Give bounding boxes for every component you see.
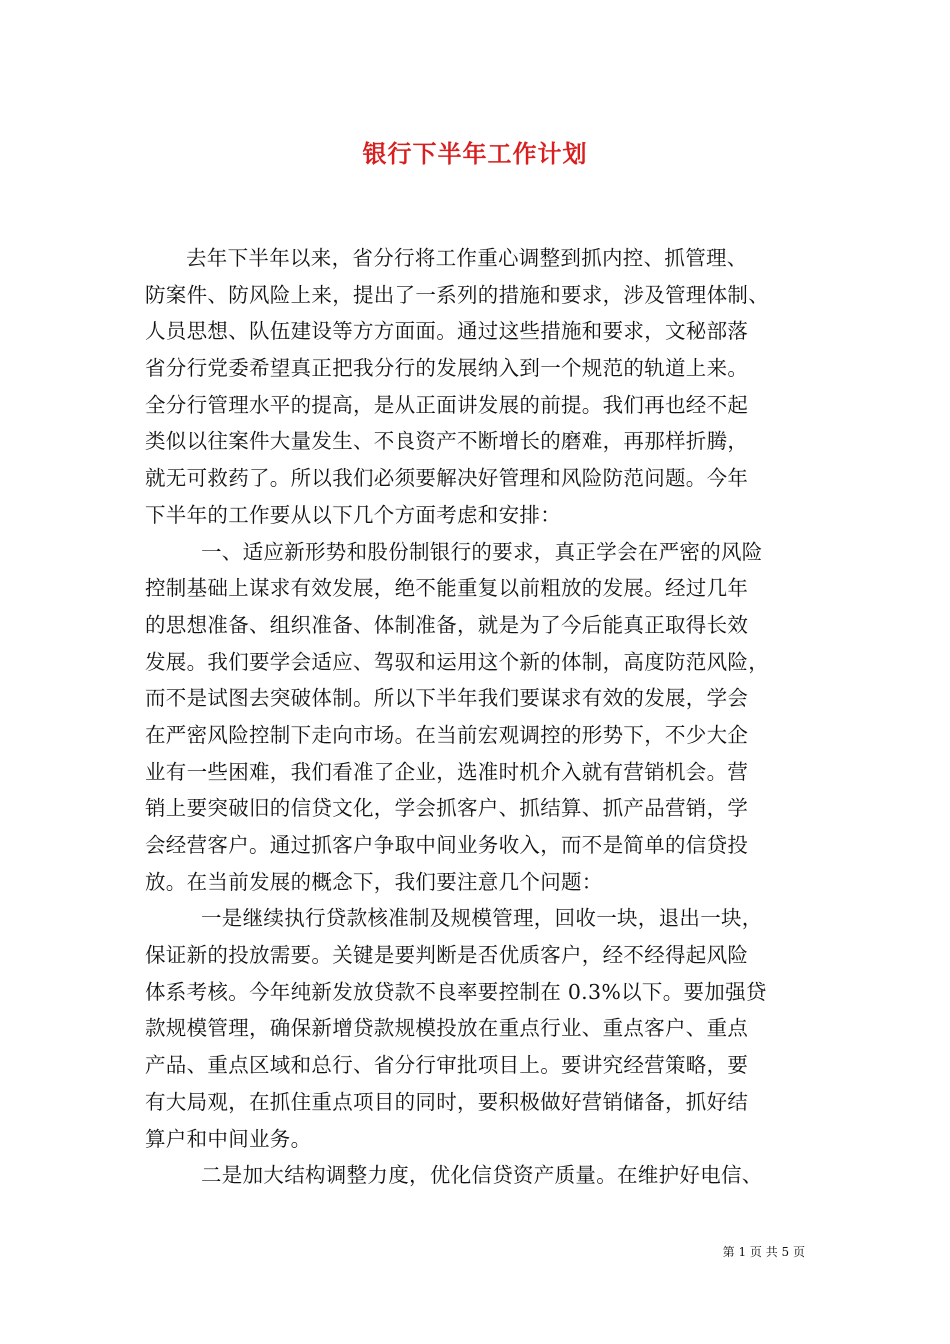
body-line: 算户和中间业务。 (145, 1126, 312, 1151)
body-line: 类似以往案件大量发生、不良资产不断增长的磨难，再那样折腾， (145, 429, 749, 454)
body-line: 产品、重点区域和总行、省分行审批项目上。要讲究经营策略，要 (145, 1053, 749, 1078)
body-line: 二是加大结构调整力度，优化信贷资产质量。在维护好电信、 (201, 1163, 763, 1188)
body-line: 省分行党委希望真正把我分行的发展纳入到一个规范的轨道上来。 (145, 356, 749, 381)
page-number-footer: 第 1 页 共 5 页 (722, 1245, 805, 1259)
document-title: 银行下半年工作计划 (362, 139, 588, 168)
body-line: 下半年的工作要从以下几个方面考虑和安排： (145, 502, 561, 527)
body-line: 有大局观，在抓住重点项目的同时，要积极做好营销储备，抓好结 (145, 1089, 749, 1114)
body-line: 就无可救药了。所以我们必须要解决好管理和风险防范问题。今年 (145, 466, 749, 491)
body-line: 在严密风险控制下走向市场。在当前宏观调控的形势下，不少大企 (145, 722, 749, 747)
body-line: 防案件、防风险上来，提出了一系列的措施和要求，涉及管理体制、 (145, 282, 769, 307)
body-line: 而不是试图去突破体制。所以下半年我们要谋求有效的发展，学会 (145, 686, 749, 711)
body-line: 保证新的投放需要。关键是要判断是否优质客户，经不经得起风险 (145, 943, 749, 968)
body-line: 销上要突破旧的信贷文化，学会抓客户、抓结算、抓产品营销，学 (145, 796, 749, 821)
body-line: 一是继续执行贷款核准制及规模管理，回收一块，退出一块， (201, 906, 763, 931)
body-line: 人员思想、队伍建设等方方面面。通过这些措施和要求，文秘部落 (145, 319, 749, 344)
body-line: 放。在当前发展的概念下，我们要注意几个问题： (145, 869, 603, 894)
body-line: 控制基础上谋求有效发展，绝不能重复以前粗放的发展。经过几年 (145, 576, 749, 601)
body-line: 去年下半年以来，省分行将工作重心调整到抓内控、抓管理、 (186, 246, 748, 270)
body-line: 一、适应新形势和股份制银行的要求，真正学会在严密的风险 (201, 539, 763, 564)
body-line: 体系考核。今年纯新发放贷款不良率要控制在 0.3%以下。要加强贷 (145, 979, 767, 1004)
body-line: 全分行管理水平的提高，是从正面讲发展的前提。我们再也经不起 (145, 392, 749, 417)
document-body (145, 240, 805, 1194)
body-line: 发展。我们要学会适应、驾驭和运用这个新的体制，高度防范风险， (145, 649, 769, 674)
body-line: 业有一些困难，我们看准了企业，选准时机介入就有营销机会。营 (145, 759, 749, 784)
body-line: 款规模管理，确保新增贷款规模投放在重点行业、重点客户、重点 (145, 1016, 749, 1041)
body-line: 会经营客户。通过抓客户争取中间业务收入，而不是简单的信贷投 (145, 833, 749, 857)
body-line: 的思想准备、组织准备、体制准备，就是为了今后能真正取得长效 (145, 612, 749, 637)
